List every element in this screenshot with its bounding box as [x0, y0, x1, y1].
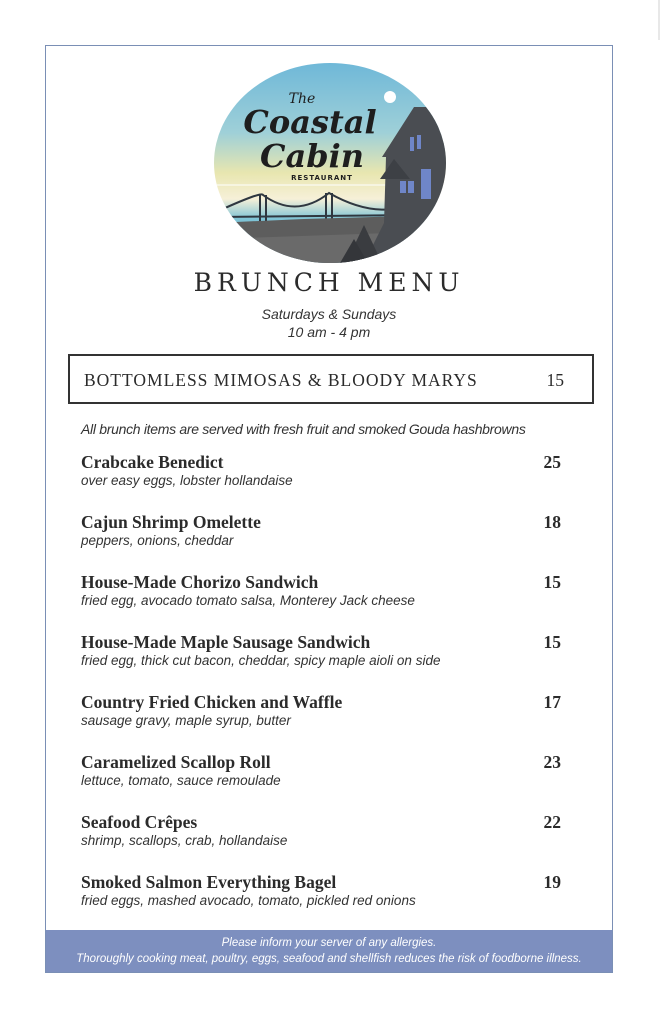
- item-price: 15: [543, 632, 561, 652]
- item-name: Crabcake Benedict: [81, 452, 224, 472]
- item-name: House-Made Maple Sausage Sandwich: [81, 632, 371, 652]
- allergy-notice: Please inform your server of any allergies.: [221, 937, 437, 949]
- menu-card: [45, 45, 613, 973]
- item-name: Caramelized Scallop Roll: [81, 752, 271, 772]
- item-name: House-Made Chorizo Sandwich: [81, 572, 319, 592]
- item-price: 18: [543, 512, 561, 532]
- brunch-note: All brunch items are served with fresh fruit and smoked Gouda hashbrowns: [81, 421, 526, 437]
- menu-item: [81, 692, 561, 752]
- menu-item: [81, 872, 561, 932]
- menu-item: [81, 512, 561, 572]
- item-description: peppers, onions, cheddar: [81, 533, 234, 548]
- item-name: Smoked Salmon Everything Bagel: [81, 872, 337, 892]
- menu-item: [81, 812, 561, 872]
- item-name: Cajun Shrimp Omelette: [81, 512, 261, 532]
- item-price: 25: [543, 452, 561, 472]
- logo-text-coastal: Coastal: [243, 103, 377, 141]
- item-price: 19: [543, 872, 561, 892]
- item-name: Country Fried Chicken and Waffle: [81, 692, 343, 712]
- item-description: fried egg, avocado tomato salsa, Monterey Jack cheese: [81, 593, 415, 608]
- restaurant-logo: [214, 63, 446, 263]
- item-description: fried eggs, mashed avocado, tomato, pickled red onions: [81, 893, 416, 908]
- item-description: lettuce, tomato, sauce remoulade: [81, 773, 281, 788]
- service-days: Saturdays & Sundays: [261, 306, 397, 322]
- item-price: 23: [543, 752, 561, 772]
- item-description: fried egg, thick cut bacon, cheddar, spicy maple aioli on side: [81, 653, 441, 668]
- menu-title: BRUNCH MENU: [193, 268, 465, 297]
- logo-text-the: The: [288, 91, 316, 107]
- service-hours: 10 am - 4 pm: [287, 324, 371, 340]
- drink-special-label: BOTTOMLESS MIMOSAS & BLOODY MARYS: [84, 370, 478, 390]
- menu-items: [81, 452, 561, 932]
- food-safety-notice: Thoroughly cooking meat, poultry, eggs, seafood and shellfish reduces the risk of foodborne illness.: [76, 953, 582, 965]
- item-description: shrimp, scallops, crab, hollandaise: [81, 833, 288, 848]
- logo-text-cabin: Cabin: [260, 137, 364, 175]
- menu-item: [81, 452, 561, 512]
- menu-item: [81, 632, 561, 692]
- item-name: Seafood Crêpes: [81, 812, 198, 832]
- item-price: 15: [543, 572, 561, 592]
- logo-text-restaurant: RESTAURANT: [291, 174, 353, 182]
- allergy-footer: [46, 930, 612, 972]
- menu-item: [81, 572, 561, 632]
- drink-special-price: 15: [546, 370, 564, 390]
- item-description: over easy eggs, lobster hollandaise: [81, 473, 293, 488]
- item-price: 17: [543, 692, 561, 712]
- item-price: 22: [543, 812, 561, 832]
- menu-item: [81, 752, 561, 812]
- item-description: sausage gravy, maple syrup, butter: [81, 713, 291, 728]
- drink-special-box: [68, 354, 594, 404]
